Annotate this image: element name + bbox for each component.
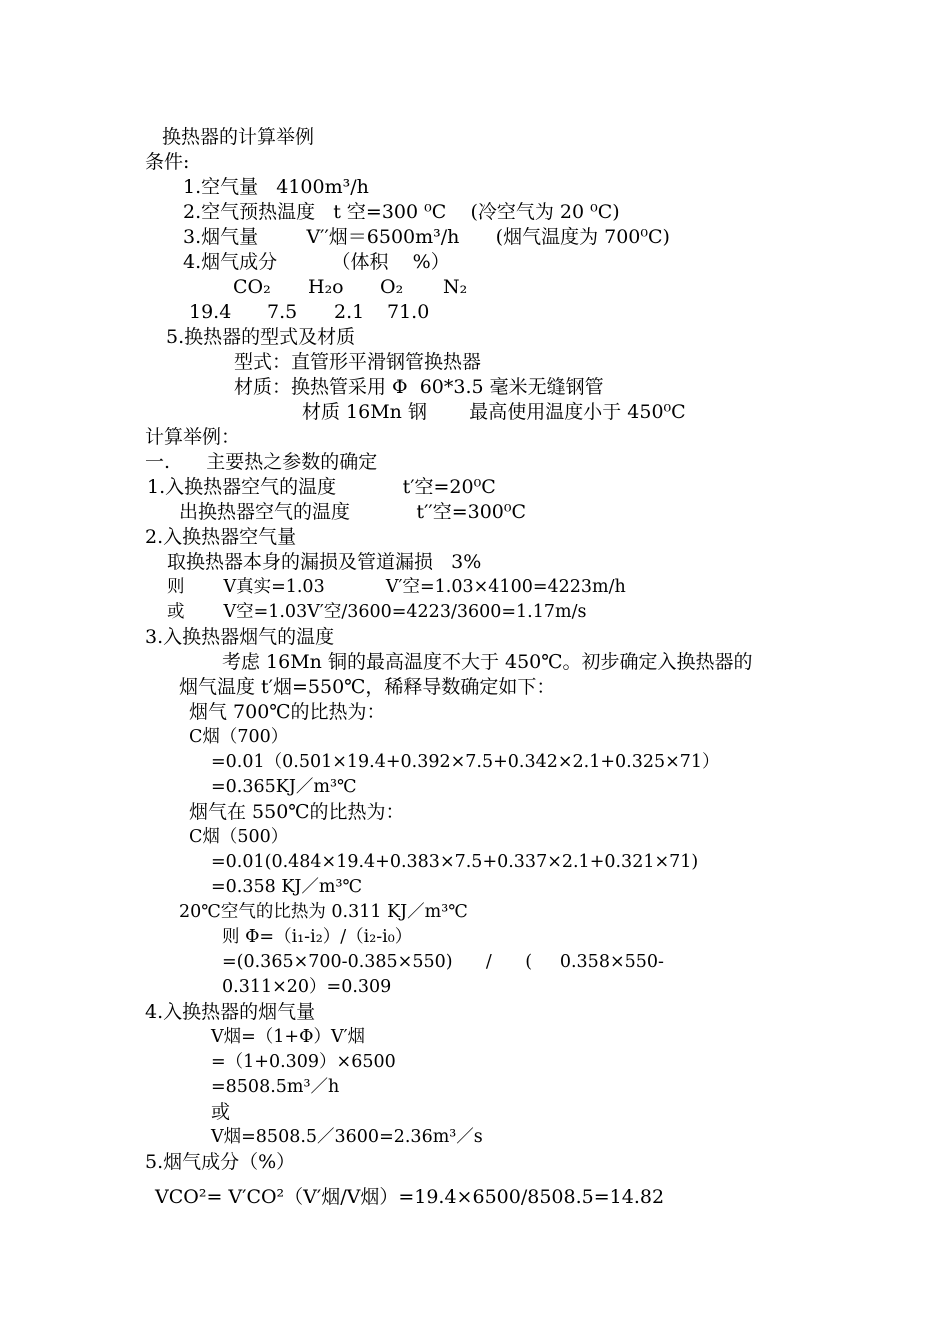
doc-line: 烟气温度 t′烟=550℃，稀释导数确定如下： bbox=[179, 676, 556, 698]
formula: C烟（500） bbox=[189, 827, 289, 847]
gas-label: N₂ bbox=[443, 276, 468, 298]
section-heading: 计算举例： bbox=[145, 426, 241, 448]
doc-line: 取换热器本身的漏损及管道漏损 3% bbox=[167, 551, 482, 573]
formula: 则 Φ=（i₁-i₂）/（i₂-i₀） bbox=[222, 927, 413, 947]
formula: =0.01（0.501×19.4+0.392×7.5+0.342×2.1+0.325×71） bbox=[211, 752, 720, 772]
doc-line: 材质：换热管采用 Φ 60*3.5 毫米无缝钢管 bbox=[234, 376, 604, 398]
doc-line: 或 bbox=[211, 1101, 231, 1123]
formula: V烟=（1+Φ）V′烟 bbox=[211, 1027, 366, 1047]
doc-line: 烟气 700℃的比热为： bbox=[189, 701, 386, 723]
gas-value: 19.4 bbox=[189, 301, 232, 323]
doc-line: 1.入换热器空气的温度 t′空=20⁰C bbox=[147, 476, 496, 498]
doc-line: 20℃空气的比热为 0.311 KJ／m³℃ bbox=[179, 902, 468, 922]
doc-line: 5.烟气成分（%） bbox=[145, 1151, 296, 1173]
gas-label: H₂o bbox=[308, 276, 344, 298]
gas-composition-header bbox=[0, 275, 950, 299]
doc-line: 出换热器空气的温度 t′′空=300⁰C bbox=[179, 501, 527, 523]
doc-title: 换热器的计算举例 bbox=[162, 126, 315, 148]
doc-line: 条件: bbox=[145, 151, 190, 173]
section-heading: 一. 主要热之参数的确定 bbox=[145, 451, 378, 473]
doc-line: 2.空气预热温度 t 空=300 ⁰C (冷空气为 20 ⁰C) bbox=[183, 201, 620, 223]
gas-label: O₂ bbox=[380, 276, 404, 298]
doc-line: 2.入换热器空气量 bbox=[145, 526, 297, 548]
doc-line: 3.入换热器烟气的温度 bbox=[145, 626, 335, 648]
formula: =0.358 KJ／m³℃ bbox=[211, 877, 363, 897]
gas-composition-values bbox=[0, 300, 950, 324]
gas-value: 7.5 bbox=[267, 301, 298, 323]
doc-line: 型式：直管形平滑钢管换热器 bbox=[234, 351, 482, 373]
formula: =（1+0.309）×6500 bbox=[211, 1052, 396, 1072]
doc-line: 1.空气量 4100m³/h bbox=[183, 176, 369, 198]
formula: =0.365KJ／m³℃ bbox=[211, 777, 357, 797]
doc-line: 烟气在 550℃的比热为： bbox=[189, 801, 405, 823]
doc-line: 4.烟气成分 （体积 %） bbox=[183, 251, 450, 273]
doc-line: 4.入换热器的烟气量 bbox=[145, 1001, 316, 1023]
doc-line: 材质 16Mn 钢 最高使用温度小于 450⁰C bbox=[302, 401, 686, 423]
gas-value: 71.0 bbox=[387, 301, 430, 323]
formula: C烟（700） bbox=[189, 727, 289, 747]
formula: 0.311×20）=0.309 bbox=[222, 977, 392, 997]
formula: V烟=8508.5／3600=2.36m³／s bbox=[211, 1127, 483, 1147]
doc-line: 3.烟气量 V′′烟＝6500m³/h (烟气温度为 700⁰C) bbox=[183, 226, 670, 248]
doc-line: 或 V空=1.03V′空/3600=4223/3600=1.17m/s bbox=[167, 602, 587, 622]
gas-value: 2.1 bbox=[334, 301, 365, 323]
formula: =0.01(0.484×19.4+0.383×7.5+0.337×2.1+0.321×71) bbox=[211, 852, 699, 872]
doc-line: 则 V真实=1.03 V′空=1.03×4100=4223m/h bbox=[167, 577, 626, 597]
formula: =(0.365×700-0.385×550) / ( 0.358×550- bbox=[222, 952, 664, 972]
gas-label: CO₂ bbox=[233, 276, 271, 298]
doc-line: 5.换热器的型式及材质 bbox=[166, 326, 356, 348]
formula: VCO²= V′CO²（V′烟/V烟）=19.4×6500/8508.5=14.82 bbox=[155, 1186, 665, 1208]
doc-line: 考虑 16Mn 铜的最高温度不大于 450℃。初步确定入换热器的 bbox=[222, 651, 753, 673]
formula: =8508.5m³／h bbox=[211, 1077, 340, 1097]
